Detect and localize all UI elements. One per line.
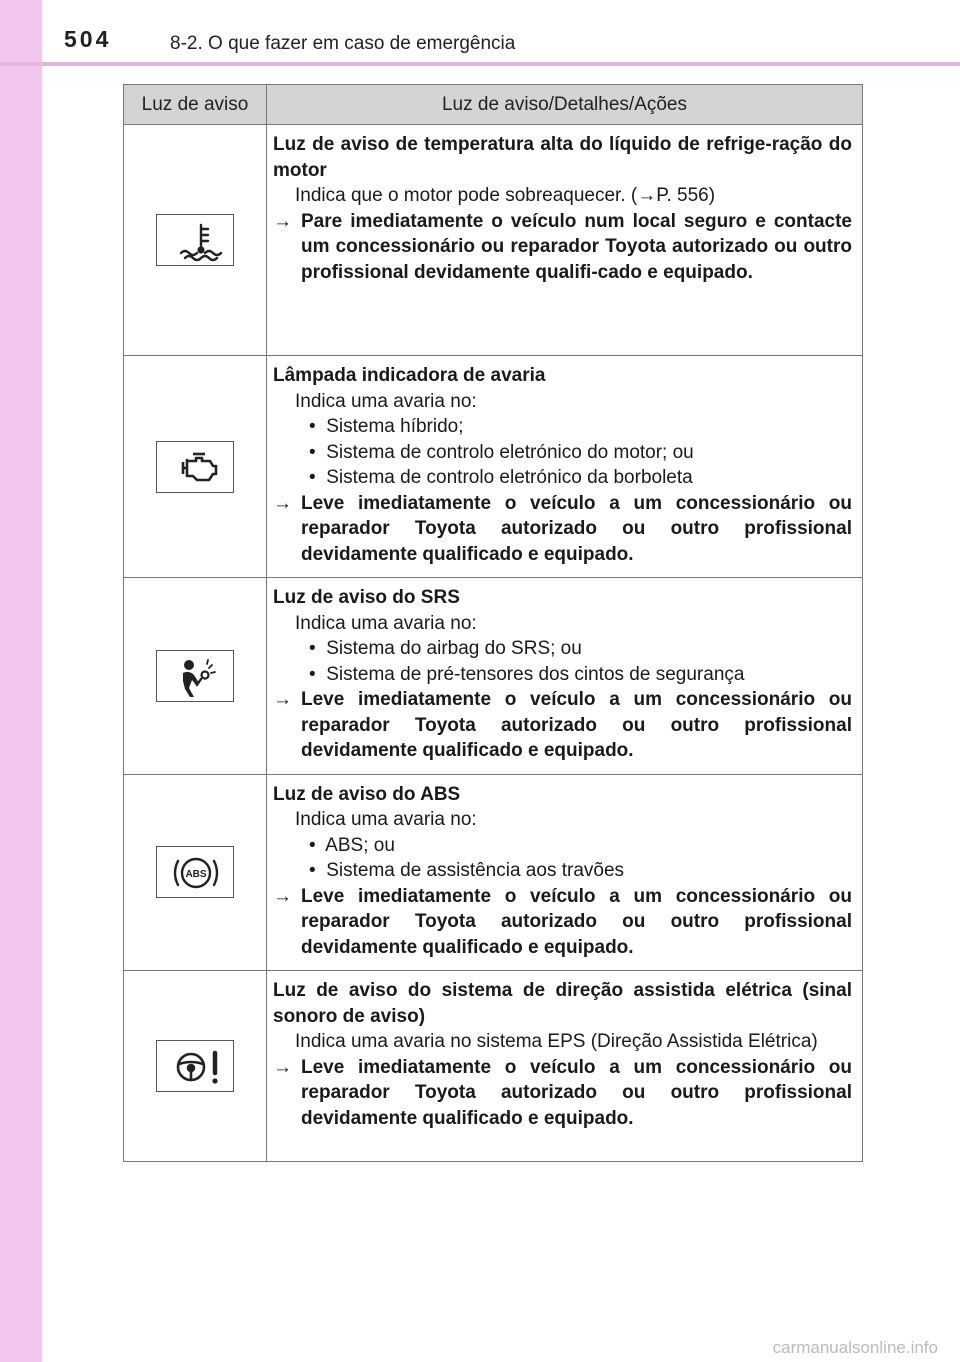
details-cell (267, 578, 863, 775)
row-action-text: Leve imediatamente o veículo a um concessionário ou reparador Toyota autorizado ou outro profissional devidamente qualificado e equipado. (301, 492, 852, 565)
svg-text:ABS: ABS (185, 869, 207, 881)
list-item: • Sistema híbrido; (309, 416, 464, 437)
row-action-text: Pare imediatamente o veículo num local seguro e contacte um concessionário ou reparador Toyota autorizado ou outro profissional devidamente qualifi-cado e equipado. (301, 210, 852, 283)
row-action-text: Leve imediatamente o veículo a um concessionário ou reparador Toyota autorizado ou outro profissional devidamente qualificado e equipado. (301, 689, 852, 761)
row-description: Indica uma avaria no: (295, 390, 477, 412)
row-action (273, 209, 852, 286)
page-number: 504 (64, 26, 112, 52)
list-item: • Sistema de pré-tensores dos cintos de segurança (309, 663, 745, 685)
engine-malfunction-icon (156, 441, 234, 493)
column-header-details: Luz de aviso/Detalhes/Ações (267, 85, 863, 125)
power-steering-warning-icon (156, 1040, 234, 1092)
table-row (124, 356, 863, 578)
arrow-icon: → (273, 492, 292, 514)
details-cell (267, 774, 863, 971)
table-row (124, 774, 863, 971)
arrow-icon: → (273, 210, 292, 232)
list-item: • Sistema de assistência aos travões (309, 860, 625, 881)
list-item: • Sistema de controlo eletrónico do motor; ou (309, 441, 694, 463)
row-description: Indica que o motor pode sobreaquecer. (→P. 556) (295, 185, 716, 206)
coolant-temperature-icon (156, 214, 234, 266)
details-cell (267, 971, 863, 1162)
row-description: Indica uma avaria no sistema EPS (Direção Assistida Elétrica) (295, 1031, 818, 1052)
icon-cell (124, 125, 267, 356)
left-color-band (0, 0, 42, 1362)
icon-cell (124, 971, 267, 1162)
watermark: carmanualsonline.info (772, 1338, 938, 1357)
row-action-text: Leve imediatamente o veículo a um concessionário ou reparador Toyota autorizado ou outro profissional devidamente qualificado e equipado. (301, 885, 852, 958)
icon-cell (124, 356, 267, 578)
row-title: Lâmpada indicadora de avaria (273, 365, 546, 386)
icon-cell (124, 774, 267, 971)
table-row (124, 125, 863, 356)
icon-cell (124, 578, 267, 775)
row-title: Luz de aviso do SRS (273, 587, 460, 608)
row-action (273, 687, 852, 764)
table-row (124, 971, 863, 1162)
arrow-icon: → (273, 1056, 292, 1078)
row-title: Luz de aviso de temperatura alta do líquido de refrige-ração do motor (273, 134, 852, 181)
row-title: Luz de aviso do ABS (273, 783, 461, 805)
warning-lights-table (123, 84, 863, 1162)
column-header-light: Luz de aviso (124, 85, 267, 125)
table-row (124, 578, 863, 775)
arrow-icon: → (273, 689, 292, 710)
abs-icon (156, 846, 234, 898)
arrow-icon: → (273, 885, 292, 907)
details-cell (267, 356, 863, 578)
row-action (273, 491, 852, 568)
section-title: 8-2. O que fazer em caso de emergência (170, 33, 516, 54)
row-action-text: Leve imediatamente o veículo a um concessionário ou reparador Toyota autorizado ou outro profissional devidamente qualificado e equipado. (301, 1056, 852, 1129)
list-item: • ABS; ou (309, 834, 395, 856)
header-rule (0, 62, 960, 66)
list-item: • Sistema do airbag do SRS; ou (309, 638, 582, 659)
row-description: Indica uma avaria no: (295, 809, 477, 830)
srs-airbag-icon (156, 650, 234, 702)
page-header (0, 0, 960, 68)
details-cell (267, 125, 863, 356)
row-action (273, 1055, 852, 1132)
row-title: Luz de aviso do sistema de direção assistida elétrica (sinal sonoro de aviso) (273, 980, 852, 1027)
row-description: Indica uma avaria no: (295, 612, 477, 634)
table-header-row (124, 85, 863, 125)
row-action (273, 884, 852, 961)
list-item: • Sistema de controlo eletrónico da borboleta (309, 467, 693, 488)
